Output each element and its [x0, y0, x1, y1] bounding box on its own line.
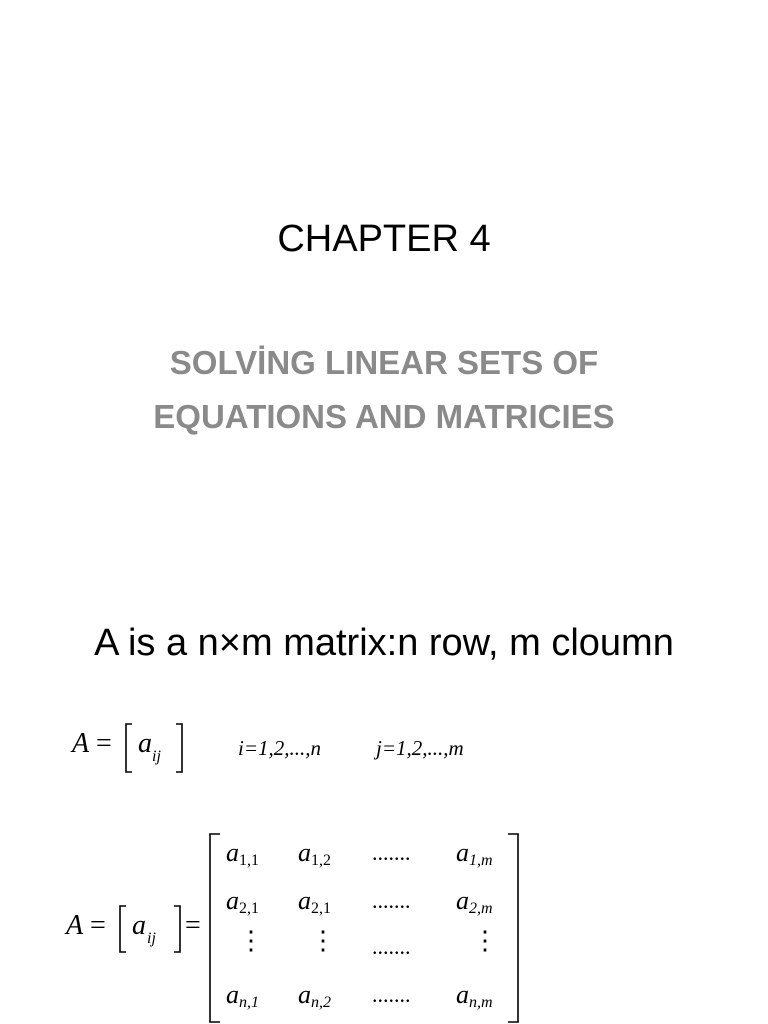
j-range: j=1,2,...,m — [376, 736, 464, 760]
subtitle-line-1: SOLVİNG LINEAR SETS OF — [169, 344, 599, 381]
matrix-hdots-row-n: ....... — [372, 982, 411, 1007]
matrix-equals: = — [90, 910, 106, 941]
matrix-hdots-row-2: ....... — [372, 888, 411, 913]
subtitle-line-2: EQUATIONS AND MATRICIES — [153, 398, 615, 435]
def-lhs: A — [72, 728, 90, 759]
matrix-cell-1-1: $a_{1,1}$ — [226, 838, 259, 869]
matrix-vdots-col-m: ⋮ — [472, 926, 498, 955]
matrix-cell-n-2: $a_{n,2}$ — [298, 980, 331, 1011]
matrix-cell-n-1: $a_{n,1}$ — [226, 980, 259, 1011]
matrix-heading: A is a n×m matrix:n row, m cloumn — [94, 622, 674, 664]
matrix-vdots-col-1: ⋮ — [238, 926, 264, 955]
matrix-cell-n-m: $a_{n,m}$ — [456, 980, 493, 1011]
matrix-lhs: A — [66, 910, 84, 941]
matrix-cell-1-m: $a_{1,m}$ — [456, 838, 493, 869]
matrix-cell-2-1: $a_{2,1}$ — [226, 886, 259, 917]
matrix-elem: a — [132, 910, 146, 941]
def-elem-subscript: ij — [152, 748, 161, 765]
chapter-subtitle — [0, 336, 768, 444]
matrix-expansion — [0, 826, 768, 1024]
matrix-hdots-row-3: ....... — [372, 934, 411, 959]
matrix-cell-2-m: $a_{2,m}$ — [456, 886, 493, 917]
matrix-elem-subscript: ij — [147, 930, 156, 947]
matrix-equals-2: = — [185, 910, 201, 941]
chapter-title: CHAPTER 4 — [277, 218, 491, 260]
matrix-definition — [0, 716, 768, 780]
i-range: i=1,2,...,n — [238, 736, 322, 760]
matrix-vdots-col-2: ⋮ — [310, 926, 336, 955]
matrix-cell-1-2: $a_{1,2}$ — [298, 838, 331, 869]
def-equals: = — [96, 728, 112, 759]
def-elem: a — [138, 728, 152, 759]
matrix-cell-2-2: $a_{2,1}$ — [298, 886, 331, 917]
matrix-hdots-row-1: ....... — [372, 840, 411, 865]
